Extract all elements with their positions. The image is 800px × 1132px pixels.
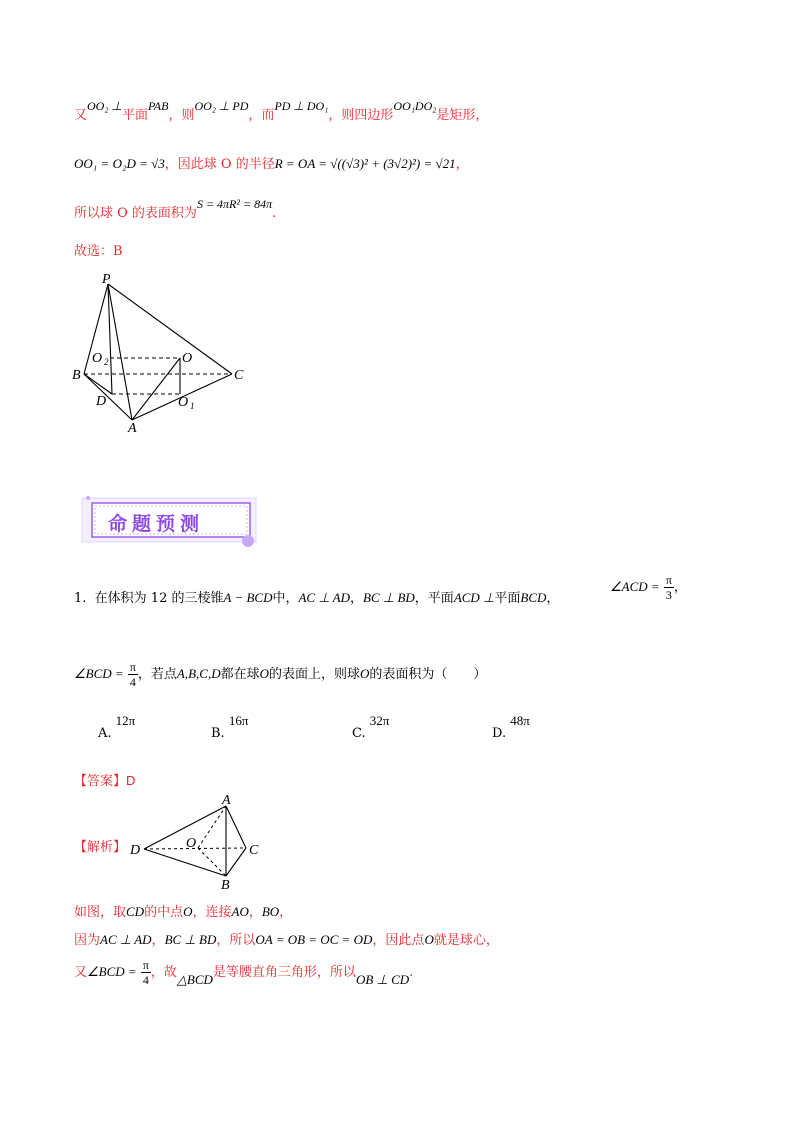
answer-line bbox=[74, 770, 135, 789]
text: ，则 bbox=[168, 108, 195, 123]
text: ，则四边形 bbox=[328, 108, 394, 123]
edge-OA-dashed bbox=[198, 806, 226, 848]
text: ， bbox=[248, 905, 262, 920]
text: 的表面积为（ ） bbox=[369, 667, 487, 682]
text: 又 bbox=[74, 108, 88, 123]
math: OO₁DO₂ bbox=[393, 99, 437, 113]
text: ，平面 bbox=[414, 591, 454, 606]
denominator: 4 bbox=[142, 973, 149, 987]
math: PAB bbox=[148, 99, 169, 113]
option-d[interactable] bbox=[492, 713, 530, 741]
edge-BD bbox=[84, 374, 112, 394]
math: OB ⊥ CD bbox=[355, 972, 410, 987]
option-value: 16π bbox=[228, 713, 249, 728]
math: AO bbox=[231, 904, 249, 919]
solution-prev-line-3 bbox=[74, 197, 277, 221]
text: ，而 bbox=[248, 108, 275, 123]
text: ， bbox=[673, 580, 687, 595]
text: 是等腰直角三角形，所以 bbox=[212, 965, 356, 980]
text: 平面 bbox=[494, 591, 521, 606]
label-O1-sub: 1 bbox=[190, 401, 195, 411]
option-value: 32π bbox=[369, 713, 390, 728]
text: . bbox=[409, 965, 414, 980]
label-P: P bbox=[102, 272, 111, 287]
text: ，因此点 bbox=[372, 933, 425, 948]
math: S = 4πR² = 84π bbox=[196, 197, 273, 211]
option-letter: D. bbox=[492, 726, 507, 741]
label-B: B bbox=[221, 878, 230, 892]
text: . bbox=[272, 206, 277, 221]
angle-ACD bbox=[610, 573, 687, 602]
option-letter: B. bbox=[211, 726, 225, 741]
label-B: B bbox=[72, 368, 81, 383]
text: ，若点 bbox=[137, 667, 177, 682]
text: 所以球 O 的表面积为 bbox=[74, 206, 197, 221]
edge-PA bbox=[108, 284, 132, 420]
math: O bbox=[360, 666, 370, 681]
solution-prev-line-1 bbox=[74, 99, 489, 123]
math: ∠ACD = bbox=[610, 579, 660, 594]
text: 又 bbox=[74, 965, 88, 980]
solution-line-2 bbox=[74, 929, 499, 948]
edge-AO bbox=[132, 358, 180, 420]
math: BO bbox=[261, 904, 280, 919]
label-O: O bbox=[182, 351, 193, 366]
math: BC ⊥ BD bbox=[363, 590, 415, 605]
edge-AC bbox=[226, 806, 246, 848]
math: △BCD bbox=[176, 972, 213, 987]
math: A − BCD bbox=[223, 590, 273, 605]
math: PD ⊥ DO₁ bbox=[274, 99, 329, 113]
label-C: C bbox=[249, 843, 259, 858]
denominator: 4 bbox=[129, 675, 136, 689]
numerator: π bbox=[142, 958, 149, 972]
text: 是矩形， bbox=[436, 108, 489, 123]
math: ∠BCD = bbox=[74, 666, 124, 681]
math: ∠BCD = bbox=[87, 964, 137, 979]
label-O2-sub: 2 bbox=[104, 357, 109, 367]
label-O2: O bbox=[92, 351, 103, 366]
option-value: 48π bbox=[510, 713, 530, 728]
fraction bbox=[664, 573, 674, 602]
math: BCD bbox=[520, 590, 547, 605]
pyramid-figure bbox=[70, 270, 260, 435]
solution-prev-line-2 bbox=[74, 153, 469, 172]
text: 都在球 bbox=[220, 667, 260, 682]
solution-prev-answer: 故选：B bbox=[74, 244, 123, 259]
analysis-label: 【解析】 bbox=[74, 840, 127, 855]
text: ，故 bbox=[150, 965, 177, 980]
numerator: π bbox=[129, 660, 136, 674]
text: ， bbox=[151, 933, 165, 948]
option-c[interactable] bbox=[352, 713, 390, 741]
answer-value: D bbox=[126, 773, 136, 788]
text: ，连接 bbox=[192, 905, 232, 920]
label-D: D bbox=[96, 394, 107, 409]
text: 的表面上，则球 bbox=[269, 667, 361, 682]
math: O bbox=[259, 666, 270, 681]
math: A,B,C,D bbox=[176, 666, 221, 681]
math: OO₂ ⊥ PD bbox=[194, 99, 249, 113]
label-C: C bbox=[234, 368, 244, 383]
math: R = OA = √((√3)² + (3√2)²) = √21 bbox=[274, 156, 456, 171]
text: ， bbox=[279, 905, 293, 920]
text: 的中点 bbox=[144, 905, 184, 920]
edge-BC bbox=[226, 848, 246, 876]
text: 在体积为 12 的三棱锥 bbox=[94, 591, 224, 606]
math: O bbox=[424, 932, 434, 947]
tetrahedron-figure bbox=[126, 792, 276, 892]
solution-line-3 bbox=[74, 958, 413, 987]
edge-DB bbox=[144, 849, 226, 876]
math: AC ⊥ AD bbox=[298, 590, 351, 605]
math: CD bbox=[126, 904, 145, 919]
text: 如图，取 bbox=[74, 905, 127, 920]
math: O bbox=[183, 904, 193, 919]
label-O1: O bbox=[178, 395, 189, 410]
option-letter: A. bbox=[98, 726, 112, 741]
answer-label: 【答案】 bbox=[74, 774, 127, 789]
text: 平面 bbox=[121, 108, 148, 123]
question-line-2 bbox=[74, 660, 486, 689]
denominator: 3 bbox=[665, 588, 672, 602]
edge-DA bbox=[144, 806, 226, 849]
fraction bbox=[141, 958, 151, 987]
fraction bbox=[128, 660, 138, 689]
label-D: D bbox=[130, 843, 141, 858]
math: OO₁ = O₂D = √3 bbox=[74, 156, 165, 171]
text: 就是球心， bbox=[433, 933, 499, 948]
solution-line-1 bbox=[74, 901, 292, 920]
numerator: π bbox=[665, 573, 672, 587]
label-A: A bbox=[128, 421, 137, 435]
question-line-1 bbox=[74, 587, 559, 606]
text: 因为 bbox=[74, 933, 101, 948]
math: BC ⊥ BD bbox=[164, 932, 217, 947]
label-O: O bbox=[186, 836, 197, 851]
math: ACD ⊥ bbox=[453, 590, 495, 605]
math: AC ⊥ AD bbox=[100, 932, 152, 947]
label-A: A bbox=[222, 793, 231, 808]
text: ，所以 bbox=[216, 933, 256, 948]
option-a[interactable] bbox=[98, 713, 136, 741]
text: ， bbox=[546, 591, 560, 606]
text: ， bbox=[350, 591, 364, 606]
option-value: 12π bbox=[115, 713, 136, 728]
option-letter: C. bbox=[352, 726, 366, 741]
math: OA = OB = OC = OD bbox=[255, 932, 373, 947]
edge-PC bbox=[108, 284, 232, 374]
text: ， bbox=[455, 157, 469, 172]
math: OO₂ ⊥ bbox=[87, 99, 122, 113]
text: ，因此球 O 的半径 bbox=[164, 157, 275, 172]
option-b[interactable] bbox=[211, 713, 249, 741]
banner-title: 命题预测 bbox=[108, 513, 205, 535]
question-number: 1. bbox=[74, 591, 87, 606]
text: 中， bbox=[272, 591, 299, 606]
section-banner bbox=[80, 494, 260, 548]
